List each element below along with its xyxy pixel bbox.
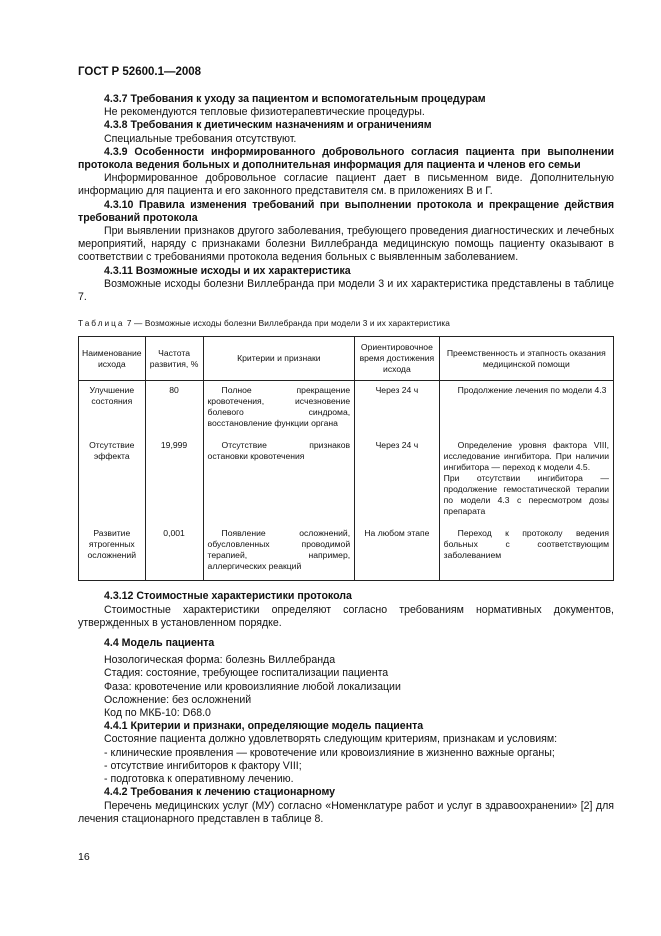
table-row xyxy=(79,525,614,581)
section-4-3-8-heading: 4.3.8 Требования к диетическим назначениям и ограничениям xyxy=(104,119,432,132)
header-continuity: Преемственность и этапность оказания медицинской помощи xyxy=(439,337,613,381)
criteria-line: - подготовка к оперативному лечению. xyxy=(104,773,294,786)
patient-model-line: Фаза: кровотечение или кровоизлияние любой локализации xyxy=(104,680,401,693)
criteria-line: - клинические проявления — кровотечение или кровоизлияние в жизненно важные органы; xyxy=(104,746,555,759)
cell-criteria-text: Отсутствие признаков остановки кровотечения xyxy=(207,440,351,462)
section-4-3-10-heading: 4.3.10 Правила изменения требований при выполнении протокола и прекращение действия требований протокола xyxy=(78,198,614,224)
cell-continuity xyxy=(439,437,613,525)
criteria-line: - отсутствие ингибиторов к фактору VIII; xyxy=(104,759,302,772)
cell-time: Через 24 ч xyxy=(355,381,440,438)
cell-criteria-text: Полное прекращение кровотечения, исчезновение болевого синдрома, восстановление функции органа xyxy=(207,385,351,429)
table-row xyxy=(79,381,614,438)
header-time: Ориентировочное время достижения исхода xyxy=(355,337,440,381)
section-4-3-8-text: Специальные требования отсутствуют. xyxy=(104,132,297,145)
table-header-row xyxy=(79,337,614,381)
cell-time: На любом этапе xyxy=(355,525,440,581)
header-outcome: Наименование исхода xyxy=(79,337,146,381)
cell-continuity xyxy=(439,525,613,581)
section-4-3-7-text: Не рекомендуются тепловые физиотерапевтические процедуры. xyxy=(104,106,425,119)
section-4-3-9-heading: 4.3.9 Особенности информированного добровольного согласия пациента при выполнении протокола ведения больных и дополнительная информация для пациента и членов его семьи xyxy=(78,145,614,172)
criteria-line: Состояние пациента должно удовлетворять следующим критериям, признакам и условиям: xyxy=(104,733,558,746)
table-7-caption-text: 7 — Возможные исходы болезни Виллебранда при модели 3 и их характеристика xyxy=(124,318,451,329)
section-4-4-2-text: Перечень медицинских услуг (МУ) согласно «Номенклатуре работ и услуг в здравоохранении» [2] для лечения стационарного представлен в таблице 8. xyxy=(78,799,614,825)
header-frequency: Частота развития, % xyxy=(145,337,203,381)
patient-model-line: Осложнение: без осложнений xyxy=(104,693,252,706)
section-4-4-2-heading: 4.4.2 Требования к лечению стационарному xyxy=(104,786,336,799)
cell-criteria xyxy=(203,437,355,525)
patient-model-line: Нозологическая форма: болезнь Виллебранда xyxy=(104,654,336,667)
cell-frequency: 80 xyxy=(145,381,203,438)
page-content xyxy=(78,93,614,826)
section-4-3-12-heading: 4.3.12 Стоимостные характеристики протокола xyxy=(104,590,352,603)
section-4-3-12-text: Стоимостные характеристики определяют согласно требованиям нормативных документов, утвержденных в установленном порядке. xyxy=(78,603,614,629)
table-7 xyxy=(78,336,614,581)
cell-continuity-text: Определение уровня фактора VIII, исследование ингибитора. При наличии ингибитора — переход к модели 4.5. При отсутствии ингибитора — продолжение гемостатической терапии по модели 4.3 с пересмотром дозы препарата xyxy=(443,440,609,517)
cell-continuity-text: Переход к протоколу ведения больных с соответствующим заболеванием xyxy=(443,528,609,561)
standard-header: ГОСТ Р 52600.1—2008 xyxy=(78,66,202,78)
cell-outcome: Улучшение состояния xyxy=(79,381,146,438)
cell-frequency: 19,999 xyxy=(145,437,203,525)
cell-criteria-text: Появление осложнений, обусловленных проводимой терапией, например, аллергических реакций xyxy=(207,528,351,572)
patient-model-line: Код по МКБ-10: D68.0 xyxy=(104,707,211,720)
cell-outcome: Развитие ятрогенных осложнений xyxy=(79,525,146,581)
section-4-3-10-text: При выявлении признаков другого заболевания, требующего проведения диагностических и лечебных мероприятий, наряду с признаками болезни Виллебранда медицинскую помощь пациенту оказывают в соответствии с требованиями протокола ведения больных с выявленным заболеванием. xyxy=(78,225,614,264)
table-7-caption-word: Таблица xyxy=(78,318,125,329)
cell-criteria xyxy=(203,381,355,438)
section-4-3-11-heading: 4.3.11 Возможные исходы и их характеристика xyxy=(104,264,351,277)
cell-continuity xyxy=(439,381,613,438)
header-criteria: Критерии и признаки xyxy=(203,337,355,381)
cell-continuity-text: Продолжение лечения по модели 4.3 xyxy=(457,385,607,396)
cell-criteria xyxy=(203,525,355,581)
cell-time: Через 24 ч xyxy=(355,437,440,525)
table-row xyxy=(79,437,614,525)
section-4-4-1-heading: 4.4.1 Критерии и признаки, определяющие модель пациента xyxy=(104,720,424,733)
section-4-3-7-heading: 4.3.7 Требования к уходу за пациентом и вспомогательным процедурам xyxy=(104,93,486,105)
section-4-4-heading: 4.4 Модель пациента xyxy=(104,637,215,650)
page-number: 16 xyxy=(78,851,90,863)
cell-outcome: Отсутствие эффекта xyxy=(79,437,146,525)
cell-frequency: 0,001 xyxy=(145,525,203,581)
patient-model-line: Стадия: состояние, требующее госпитализации пациента xyxy=(104,667,389,680)
table-7-caption xyxy=(78,317,614,330)
section-4-3-9-text: Информированное добровольное согласие пациент дает в письменном виде. Дополнительную информацию для пациента и его законного представителя см. в приложениях В и Г. xyxy=(78,172,614,198)
section-4-3-11-text: Возможные исходы болезни Виллебранда при модели 3 и их характеристика представлены в таблице 7. xyxy=(78,277,614,304)
